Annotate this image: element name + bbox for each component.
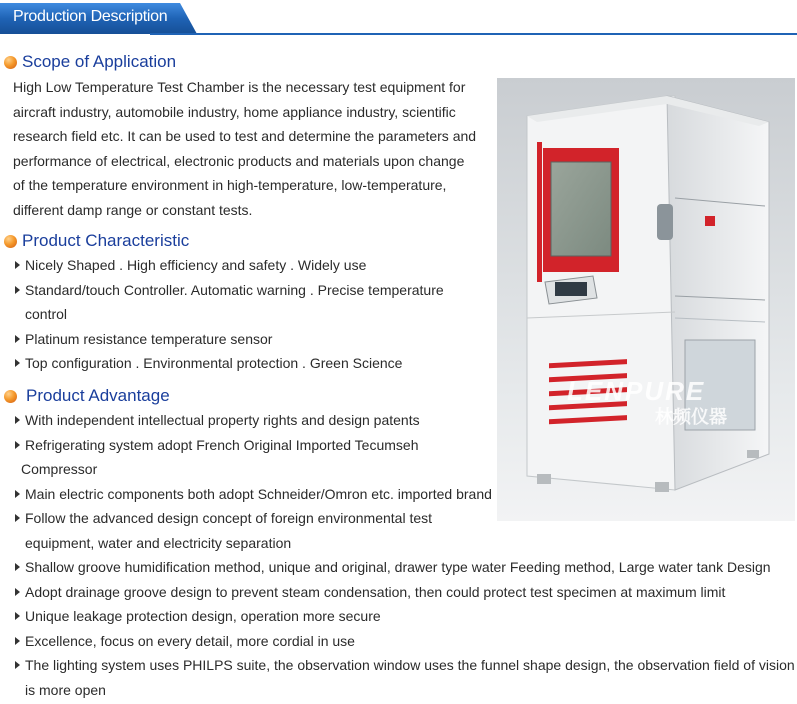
- list-item: Excellence, focus on every detail, more cordial in use: [15, 629, 355, 653]
- orange-ball-icon: [4, 56, 17, 69]
- triangle-bullet-icon: [15, 514, 20, 522]
- triangle-bullet-icon: [15, 261, 20, 269]
- header-title: Production Description: [13, 8, 168, 25]
- triangle-bullet-icon: [15, 359, 20, 367]
- list-item-continuation: is more open: [25, 682, 106, 698]
- triangle-bullet-icon: [15, 286, 20, 294]
- triangle-bullet-icon: [15, 416, 20, 424]
- header-bar: [0, 0, 797, 40]
- list-item: Main electric components both adopt Schneider/Omron etc. imported brand: [15, 482, 492, 506]
- paragraph-line: High Low Temperature Test Chamber is the necessary test equipment for: [13, 79, 466, 95]
- paragraph-line: research field etc. It can be used to test and determine the parameters and: [13, 128, 477, 145]
- list-item: Top configuration . Environmental protection . Green Science: [15, 351, 402, 375]
- triangle-bullet-icon: [15, 335, 20, 343]
- list-item: Shallow groove humidification method, unique and original, drawer type water Feeding method, Large water tank Design: [15, 555, 771, 579]
- list-item: The lighting system uses PHILPS suite, the observation window uses the funnel shape design, the observation field of vision: [15, 653, 795, 677]
- list-item: Nicely Shaped . High efficiency and safety . Widely use: [15, 253, 366, 277]
- list-item: With independent intellectual property rights and design patents: [15, 408, 420, 432]
- section-heading-characteristic: [4, 231, 189, 251]
- triangle-bullet-icon: [15, 588, 20, 596]
- paragraph-line: different damp range or constant tests.: [13, 201, 253, 218]
- orange-ball-icon: [4, 235, 17, 248]
- triangle-bullet-icon: [15, 661, 20, 669]
- orange-ball-icon: [4, 390, 17, 403]
- test-chamber-photo: [497, 78, 795, 521]
- paragraph-line: performance of electrical, electronic products and materials upon change: [13, 152, 465, 169]
- section-title: Scope of Application: [22, 52, 177, 71]
- scope-paragraph: [13, 75, 488, 223]
- list-item-continuation: control: [25, 306, 68, 322]
- triangle-bullet-icon: [15, 441, 20, 449]
- list-item-continuation: equipment, water and electricity separation: [25, 535, 292, 551]
- triangle-bullet-icon: [15, 637, 20, 645]
- list-item: Platinum resistance temperature sensor: [15, 327, 272, 351]
- header-underline: [150, 33, 797, 35]
- list-item-continuation: Compressor: [21, 461, 98, 477]
- list-item: Unique leakage protection design, operation more secure: [15, 604, 381, 628]
- list-item: Standard/touch Controller. Automatic warning . Precise temperature: [15, 278, 444, 302]
- triangle-bullet-icon: [15, 490, 20, 498]
- section-heading-advantage: [4, 386, 170, 406]
- section-heading-scope: [4, 52, 176, 72]
- section-title: Product Characteristic: [22, 231, 190, 250]
- list-item: Adopt drainage groove design to prevent steam condensation, then could protect test specimen at maximum limit: [15, 580, 725, 604]
- paragraph-line: of the temperature environment in high-temperature, low-temperature,: [13, 177, 447, 194]
- paragraph-line: aircraft industry, automobile industry, home appliance industry, scientific: [13, 103, 456, 120]
- list-item: Follow the advanced design concept of foreign environmental test: [15, 506, 432, 530]
- triangle-bullet-icon: [15, 563, 20, 571]
- triangle-bullet-icon: [15, 612, 20, 620]
- section-title: Product Advantage: [26, 386, 170, 405]
- watermark-chinese: 林频仪器: [655, 407, 727, 428]
- list-item: Refrigerating system adopt French Original Imported Tecumseh: [15, 433, 418, 457]
- watermark-brand: LENPURE: [567, 376, 706, 406]
